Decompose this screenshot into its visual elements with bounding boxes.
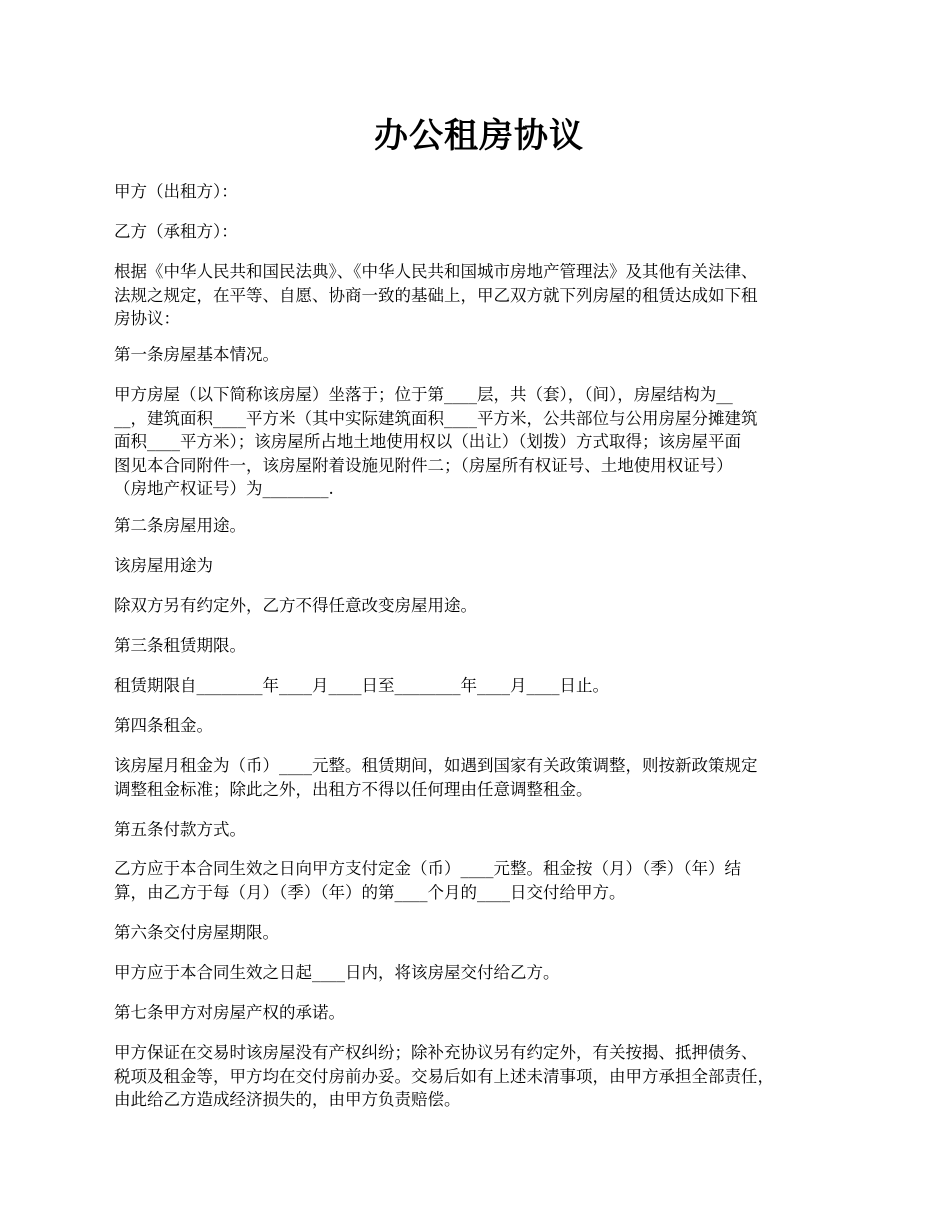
article6-body: 甲方应于本合同生效之日起____日内，将该房屋交付给乙方。	[114, 963, 560, 982]
article7-heading: 第七条甲方对房屋产权的承诺。	[114, 1003, 345, 1022]
article7-line: 税项及租金等，甲方均在交付房前办妥。交易后如有上述未清事项，由甲方承担全部责任，	[114, 1066, 774, 1086]
article5-body	[114, 857, 844, 904]
article4-line: 调整租金标准；除此之外，出租方不得以任何理由任意调整租金。	[114, 779, 593, 799]
article2-heading: 第二条房屋用途。	[114, 516, 246, 535]
article1-line: 面积____平方米）；该房屋所占地土地使用权以（出让）（划拨）方式取得；该房屋平面	[114, 432, 741, 451]
article7-line: 甲方保证在交易时该房屋没有产权纠纷；除补充协议另有约定外，有关按揭、抵押债务、	[114, 1043, 758, 1062]
party-b-line: 乙方（承租方）：	[114, 222, 238, 241]
article7-body	[114, 1041, 844, 1112]
article2-body1: 该房屋用途为	[114, 556, 213, 575]
article7-line: 由此给乙方造成经济损失的，由甲方负责赔偿。	[114, 1090, 461, 1109]
document-title: 办公租房协议	[374, 116, 584, 156]
preamble-line: 根据《中华人民共和国民法典》、《中华人民共和国城市房地产管理法》及其他有关法律、	[114, 262, 758, 281]
article4-body	[114, 754, 844, 801]
article2-body2: 除双方另有约定外，乙方不得任意改变房屋用途。	[114, 596, 477, 615]
article4-heading: 第四条租金。	[114, 716, 213, 735]
article1-line: （房地产权证号）为________.	[114, 479, 334, 498]
article5-heading: 第五条付款方式。	[114, 820, 246, 839]
article5-line: 算，由乙方于每（月）（季）（年）的第____个月的____日交付给甲方。	[114, 882, 626, 902]
article1-line: 图见本合同附件一，该房屋附着设施见附件二；（房屋所有权证号、土地使用权证号）	[114, 455, 733, 475]
preamble-line: 房协议：	[114, 309, 180, 328]
article3-heading: 第三条租赁期限。	[114, 636, 246, 655]
article1-heading: 第一条房屋基本情况。	[114, 345, 279, 364]
article1-line: __，建筑面积____平方米（其中实际建筑面积____平方米，公共部位与公用房屋分摊建筑	[114, 408, 758, 428]
article5-line: 乙方应于本合同生效之日向甲方支付定金（币）____元整。租金按（月）（季）（年）结	[114, 859, 741, 878]
preamble-line: 法规之规定，在平等、自愿、协商一致的基础上，甲乙双方就下列房屋的租赁达成如下租	[114, 285, 758, 305]
party-a-line: 甲方（出租方）：	[114, 182, 238, 201]
article1-line: 甲方房屋（以下简称该房屋）坐落于；位于第____层，共（套），（间），房屋结构为__	[114, 385, 733, 404]
article4-line: 该房屋月租金为（币）____元整。租赁期间，如遇到国家有关政策调整，则按新政策规定	[114, 756, 758, 775]
article1-body	[114, 383, 844, 501]
article6-heading: 第六条交付房屋期限。	[114, 923, 279, 942]
article3-body: 租赁期限自________年____月____日至________年____月____日止。	[114, 676, 609, 695]
preamble-paragraph	[114, 260, 844, 331]
